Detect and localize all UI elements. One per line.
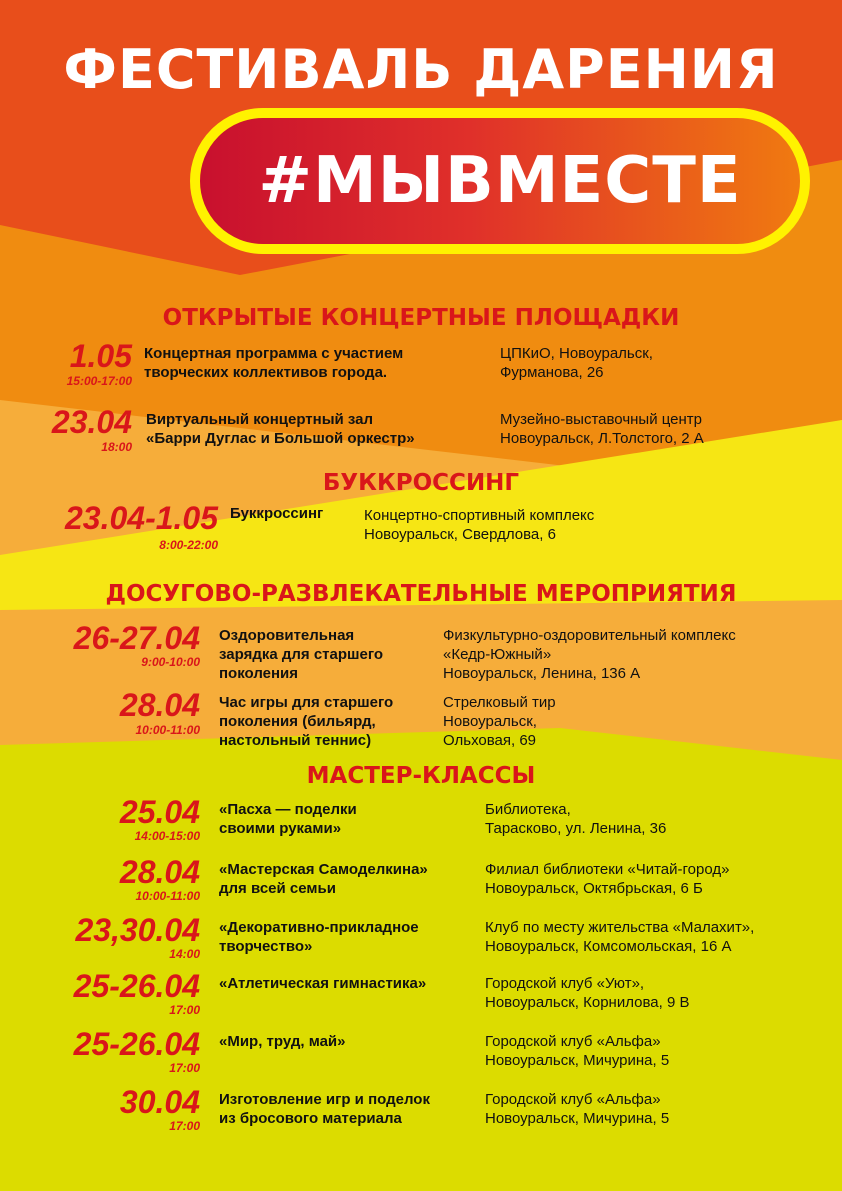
event-time: 17:00 bbox=[169, 1119, 200, 1133]
event-date: 25-26.04 bbox=[73, 968, 200, 1004]
event-time: 14:00-15:00 bbox=[134, 829, 200, 843]
event-description: Час игры для старшего поколения (бильярд, настольный теннис) bbox=[219, 694, 394, 749]
event-description: Изготовление игр и поделок из бросового материала bbox=[219, 1091, 430, 1127]
event-description: Оздоровительная зарядка для старшего поколения bbox=[219, 627, 384, 682]
hashtag-text: #МЫВМЕСТЕ bbox=[258, 144, 742, 218]
section-title-bookcrossing: БУККРОССИНГ bbox=[322, 470, 520, 496]
event-time: 15:00-17:00 bbox=[66, 374, 132, 388]
event-date: 23.04-1.05 bbox=[64, 500, 218, 536]
event-date: 28.04 bbox=[119, 687, 200, 723]
event-place: Городской клуб «Альфа» Новоуральск, Мичурина, 5 bbox=[485, 1091, 670, 1127]
section-title-leisure: ДОСУГОВО-РАЗВЛЕКАТЕЛЬНЫЕ МЕРОПРИЯТИЯ bbox=[105, 581, 737, 607]
event-date: 1.05 bbox=[69, 338, 132, 374]
event-time: 9:00-10:00 bbox=[141, 655, 200, 669]
event-place: Физкультурно-оздоровительный комплекс «Кедр-Южный» Новоуральск, Ленина, 136 А bbox=[443, 627, 736, 682]
festival-title: ФЕСТИВАЛЬ ДАРЕНИЯ bbox=[63, 38, 779, 101]
event-date: 28.04 bbox=[119, 854, 200, 890]
event-time: 17:00 bbox=[169, 1003, 200, 1017]
event-date: 25-26.04 bbox=[73, 1026, 200, 1062]
hashtag-badge bbox=[190, 108, 810, 254]
event-description: «Декоративно-прикладное творчество» bbox=[219, 919, 419, 955]
event-time: 18:00 bbox=[101, 440, 132, 454]
event-description: Концертная программа с участием творческих коллективов города. bbox=[144, 345, 404, 381]
event-place: Музейно-выставочный центр Новоуральск, Л.Толстого, 2 А bbox=[500, 411, 704, 447]
event-place: ЦПКиО, Новоуральск, Фурманова, 26 bbox=[500, 345, 653, 381]
section-title-masterclasses: МАСТЕР-КЛАССЫ bbox=[306, 763, 536, 789]
event-place: Стрелковый тир Новоуральск, Ольховая, 69 bbox=[443, 694, 556, 749]
event-description: Буккроссинг bbox=[230, 505, 324, 522]
event-place: Филиал библиотеки «Читай-город» Новоуральск, Октябрьская, 6 Б bbox=[485, 861, 730, 897]
event-date: 26-27.04 bbox=[73, 620, 200, 656]
event-place: Городской клуб «Уют», Новоуральск, Корнилова, 9 В bbox=[485, 975, 690, 1011]
event-place: Концертно-спортивный комплекс Новоуральск, Свердлова, 6 bbox=[364, 507, 595, 543]
event-date: 25.04 bbox=[119, 794, 200, 830]
event-description: Виртуальный концертный зал «Барри Дуглас и Большой оркестр» bbox=[146, 411, 415, 447]
event-time: 17:00 bbox=[169, 1061, 200, 1075]
event-description: «Мир, труд, май» bbox=[219, 1033, 346, 1050]
event-place: Библиотека, Тарасково, ул. Ленина, 36 bbox=[485, 801, 667, 837]
event-place: Клуб по месту жительства «Малахит», Новоуральск, Комсомольская, 16 А bbox=[485, 919, 755, 955]
event-time: 14:00 bbox=[169, 947, 200, 961]
event-date: 30.04 bbox=[119, 1084, 200, 1120]
section-title-concerts: ОТКРЫТЫЕ КОНЦЕРТНЫЕ ПЛОЩАДКИ bbox=[162, 305, 680, 331]
event-time: 10:00-11:00 bbox=[135, 723, 200, 737]
event-description: «Атлетическая гимнастика» bbox=[219, 975, 427, 992]
event-date: 23,30.04 bbox=[75, 912, 200, 948]
event-time: 8:00-22:00 bbox=[159, 538, 218, 552]
event-date: 23.04 bbox=[51, 404, 132, 440]
event-place: Городской клуб «Альфа» Новоуральск, Мичурина, 5 bbox=[485, 1033, 670, 1069]
event-description: «Мастерская Самоделкина» для всей семьи bbox=[219, 861, 428, 897]
event-time: 10:00-11:00 bbox=[135, 889, 200, 903]
event-description: «Пасха — поделки своими руками» bbox=[219, 801, 357, 837]
